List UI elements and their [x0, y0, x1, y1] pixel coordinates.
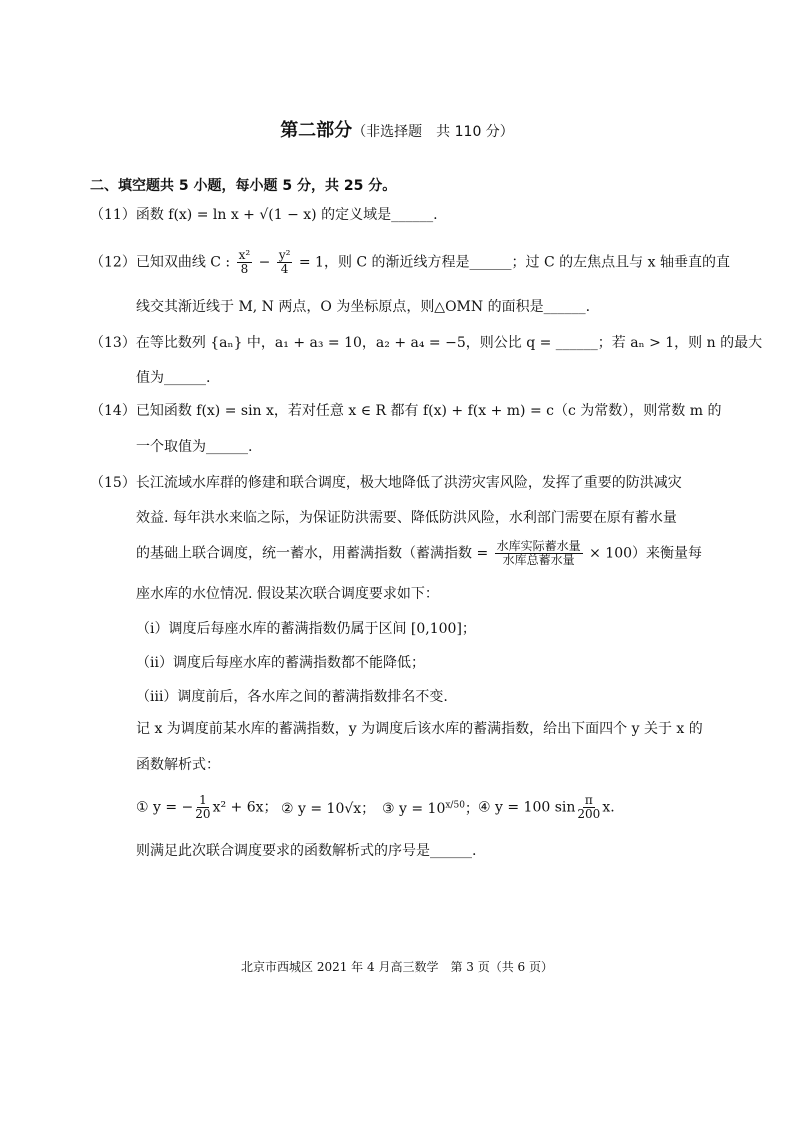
opt3-suffix: ； [464, 801, 479, 817]
section-heading: 二、填空题共 5 小题，每小题 5 分，共 25 分。 [90, 178, 397, 194]
question-15-line1: （15）长江流域水库群的修建和联合调度，极大地降低了洪涝灾害风险，发挥了重要的防洪减灾 [90, 475, 682, 491]
question-14-line1: （14）已知函数 f(x) = sin x，若对任意 x ∈ R 都有 f(x) + f(x + m) = c（c 为常数），则常数 m 的 [90, 403, 722, 419]
q12-frac1-denominator: 8 [240, 262, 249, 277]
part-subtitle: （非选择题 共 110 分） [352, 124, 514, 140]
page-title [0, 116, 794, 142]
opt3-exponent: x/50 [445, 800, 465, 811]
page-footer: 北京市西城区 2021 年 4 月高三数学 第 3 页（共 6 页） [241, 960, 553, 974]
option-4 [478, 794, 615, 821]
condition-3: （ⅲ）调度前后，各水库之间的蓄满指数排名不变. [136, 689, 448, 705]
option-1 [136, 794, 278, 821]
question-15-line6: 函数解析式： [136, 757, 220, 773]
q12-fraction-y [277, 249, 293, 276]
q15-frac-denominator: 水库总蓄水量 [502, 553, 575, 568]
opt1-frac-numerator: 1 [199, 793, 207, 807]
question-15-line3 [136, 540, 702, 567]
opt1-prefix: ① y = − [136, 799, 194, 816]
q12-frac2-denominator: 4 [280, 262, 289, 277]
question-11: （11）函数 f(x) = ln x + √(1 − x) 的定义域是______. [90, 207, 438, 223]
question-13-line1: （13）在等比数列 {aₙ} 中，a₁ + a₃ = 10，a₂ + a₄ = −5，则公比 q = ______；若 aₙ > 1，则 n 的最大 [90, 335, 763, 351]
q15-frac-numerator: 水库实际蓄水量 [496, 539, 581, 553]
q15-text-b: × 100）来衡量每 [584, 545, 703, 562]
opt1-fraction [195, 794, 210, 821]
opt4-suffix: x. [602, 799, 615, 816]
part-title: 第二部分 [280, 120, 353, 141]
option-2: ② y = 10√x； [281, 801, 376, 817]
opt1-suffix: x² + 6x； [212, 799, 278, 816]
opt4-prefix: ④ y = 100 sin [478, 799, 576, 816]
question-12-line1 [90, 249, 730, 276]
opt1-frac-denominator: 20 [195, 807, 211, 822]
question-12-line2: 线交其渐近线于 M, N 两点，O 为坐标原点，则△OMN 的面积是______. [136, 299, 591, 315]
question-13-line2: 值为______. [136, 370, 211, 386]
q12-text-b: = 1，则 C 的渐近线方程是______；过 C 的左焦点且与 x 轴垂直的直 [294, 254, 730, 271]
question-15-line5: 记 x 为调度前某水库的蓄满指数，y 为调度后该水库的蓄满指数，给出下面四个 y 关于 x 的 [136, 721, 703, 737]
opt4-frac-numerator: π [584, 793, 593, 807]
opt4-frac-denominator: 200 [577, 807, 601, 822]
condition-1: （ⅰ）调度后每座水库的蓄满指数仍属于区间 [0,100]； [136, 621, 476, 637]
q12-fraction-x [237, 249, 253, 276]
q12-text-a: （12）已知双曲线 C : [90, 254, 235, 271]
question-15-line4: 座水库的水位情况. 假设某次联合调度要求如下： [136, 586, 439, 602]
condition-2: （ⅱ）调度后每座水库的蓄满指数都不能降低； [136, 655, 425, 671]
opt3-prefix: ③ y = 10 [382, 801, 446, 817]
question-14-line2: 一个取值为______. [136, 439, 253, 455]
question-15-line7: 则满足此次联合调度要求的函数解析式的序号是______. [136, 843, 477, 859]
option-3 [382, 798, 479, 818]
q12-minus: − [254, 254, 275, 271]
opt4-fraction [577, 794, 600, 821]
q12-frac2-numerator: y² [278, 248, 291, 262]
q12-frac1-numerator: x² [238, 248, 251, 262]
q15-text-a: 的基础上联合调度，统一蓄水，用蓄满指数（蓄满指数 = [136, 545, 493, 562]
q15-fill-index-fraction [495, 540, 583, 567]
question-15-line2: 效益. 每年洪水来临之际，为保证防洪需要、降低防洪风险，水利部门需要在原有蓄水量 [136, 510, 677, 526]
